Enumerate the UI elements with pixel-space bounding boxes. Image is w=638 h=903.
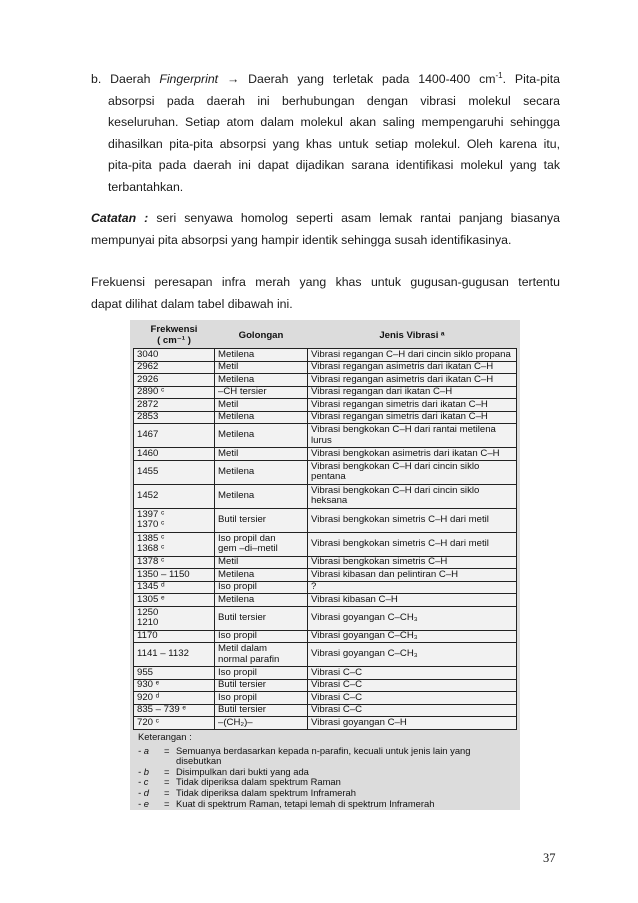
body-line: pita-pita pada daerah ini dapat dijadikan sarana identifikasi molekul yang tak: [108, 158, 560, 173]
cell-group: [215, 606, 308, 630]
cell-frequency-text: 1350 – 1150: [137, 568, 190, 580]
cell-vibration: [308, 411, 517, 424]
cell-group-text: Metilena: [218, 593, 255, 605]
table-row: [134, 508, 517, 532]
cell-group: [215, 717, 308, 730]
cell-frequency: [134, 704, 215, 717]
cell-group: [215, 556, 308, 569]
cell-frequency-text: 920 ᵈ: [137, 691, 160, 703]
cell-group-text: normal parafin: [218, 653, 280, 665]
cell-group: [215, 532, 308, 556]
cell-group-text: Iso propil: [218, 630, 257, 642]
legend-key: - a: [138, 744, 149, 756]
cell-vibration-text: Vibrasi regangan dari ikatan C–H: [311, 386, 453, 398]
cell-frequency: [134, 606, 215, 630]
table-row: [134, 460, 517, 484]
table-row: [134, 448, 517, 461]
cell-group-text: –CH tersier: [218, 386, 267, 398]
table-row: [134, 569, 517, 582]
cell-vibration-text: Vibrasi bengkokan C–H dari cincin siklo: [311, 484, 480, 496]
vibration-table-figure: [130, 320, 520, 810]
cell-group: [215, 374, 308, 387]
cell-vibration-text: Vibrasi C–C: [311, 679, 363, 691]
cell-group: [215, 399, 308, 412]
table-row: [134, 424, 517, 448]
cell-group: [215, 424, 308, 448]
cell-vibration-text: Vibrasi goyangan C–CH₃: [311, 630, 418, 642]
cell-vibration-text: Vibrasi regangan simetris dari ikatan C–H: [311, 411, 488, 423]
cell-group-text: Butil tersier: [218, 611, 266, 623]
legend-equals: =: [164, 744, 170, 756]
cell-frequency-text: 930 ᵉ: [137, 679, 160, 691]
cell-frequency: [134, 361, 215, 374]
cell-vibration-text: Vibrasi C–C: [311, 691, 363, 703]
cell-frequency-text: 2853: [137, 411, 159, 423]
cell-group-text: Metilena: [218, 373, 255, 385]
cell-group-text: Iso propil dan: [218, 532, 276, 544]
legend-key: - b: [138, 765, 149, 777]
table-row: [134, 667, 517, 680]
header-frequency-label: Frekwensi: [150, 324, 198, 335]
cell-vibration-text: heksana: [311, 495, 348, 506]
legend-text: Tidak diperiksa dalam spektrum Inframerah: [176, 786, 356, 798]
cell-group: [215, 460, 308, 484]
body-line: keseluruhan. Setiap atom dalam molekul akan saling mempengaruhi sehingga: [108, 115, 560, 130]
cell-vibration-text: Vibrasi regangan C–H dari cincin siklo propana: [311, 348, 511, 360]
note-line: [91, 208, 560, 230]
cell-frequency: [134, 717, 215, 730]
cell-frequency-text: 1452: [137, 489, 159, 501]
table-row: [134, 630, 517, 643]
cell-frequency-text: 1455: [137, 465, 159, 477]
note-text: seri senyawa homolog seperti asam lemak rantai panjang biasanya: [148, 211, 560, 225]
legend-text: Tidak diperiksa dalam spektrum Raman: [176, 776, 341, 788]
table-row: [134, 374, 517, 387]
cell-frequency-text: 1378 ᶜ: [137, 556, 165, 568]
cell-frequency-text: 1345 ᵈ: [137, 581, 165, 593]
cell-vibration-text: Vibrasi bengkokan simetris C–H: [311, 556, 448, 568]
cell-frequency-text: 2872: [137, 398, 159, 410]
cell-frequency: [134, 374, 215, 387]
legend-item: [138, 799, 514, 810]
legend-title: Keterangan :: [138, 731, 192, 742]
cell-vibration: [308, 399, 517, 412]
table-row: [134, 606, 517, 630]
cell-frequency-text: 1385 ᶜ: [137, 532, 165, 544]
cell-group: [215, 667, 308, 680]
cell-frequency: [134, 581, 215, 594]
cell-vibration: [308, 386, 517, 399]
legend-text: Disimpulkan dari bukti yang ada: [176, 765, 309, 777]
cell-vibration-text: Vibrasi regangan asimetris dari ikatan C–H: [311, 361, 494, 373]
cell-vibration: [308, 532, 517, 556]
cell-vibration-text: Vibrasi goyangan C–CH₃: [311, 611, 418, 623]
cell-group: [215, 594, 308, 607]
cell-frequency-text: 1460: [137, 447, 159, 459]
table-row: [134, 556, 517, 569]
cell-frequency: [134, 349, 215, 362]
cell-frequency: [134, 569, 215, 582]
cell-group-text: Iso propil: [218, 691, 257, 703]
legend-equals: =: [164, 786, 170, 798]
cell-group-text: Butil tersier: [218, 704, 266, 716]
header-frequency-unit: ( cm⁻¹ ): [157, 335, 191, 346]
table-row: [134, 399, 517, 412]
cell-vibration: [308, 361, 517, 374]
cell-frequency: [134, 508, 215, 532]
table-row: [134, 692, 517, 705]
cell-frequency-text: 955: [137, 666, 154, 678]
cell-frequency-text: 1467: [137, 429, 159, 441]
lead-text-end: . Pita-pita: [502, 72, 560, 86]
cell-vibration-text: Vibrasi bengkokan simetris C–H dari metil: [311, 513, 489, 525]
term-fingerprint: Fingerprint: [159, 72, 219, 86]
cell-frequency: [134, 643, 215, 667]
cell-vibration: [308, 594, 517, 607]
paragraph-fingerprint-first-line: [91, 69, 560, 91]
cell-vibration: [308, 569, 517, 582]
cell-vibration: [308, 606, 517, 630]
cell-group-text: Iso propil: [218, 666, 257, 678]
legend-key: - e: [138, 797, 149, 809]
cell-frequency: [134, 448, 215, 461]
cell-vibration: [308, 374, 517, 387]
cell-vibration: [308, 581, 517, 594]
table-row: [134, 704, 517, 717]
cell-group-text: Metil: [218, 447, 239, 459]
cell-group: [215, 361, 308, 374]
table-row: [134, 349, 517, 362]
note-line: mempunyai pita absorpsi yang hampir identik sehingga susah identifikasinya.: [91, 232, 512, 247]
table-row: [134, 532, 517, 556]
cell-frequency-text: 720 ᶜ: [137, 716, 160, 728]
legend-key: - d: [138, 786, 149, 798]
cell-frequency: [134, 667, 215, 680]
cell-group-text: Iso propil: [218, 581, 257, 593]
cell-vibration-text: Vibrasi goyangan C–H: [311, 716, 407, 728]
page-number: 37: [543, 851, 556, 865]
cell-group: [215, 386, 308, 399]
cell-vibration: [308, 679, 517, 692]
table-body: [134, 349, 517, 730]
table-row: [134, 717, 517, 730]
table-legend: [138, 732, 514, 809]
table-row: [134, 361, 517, 374]
frequency-line: Frekuensi peresapan infra merah yang khas untuk gugusan-gugusan tertentu: [91, 275, 560, 289]
cell-vibration-text: ?: [311, 581, 317, 593]
cell-vibration: [308, 717, 517, 730]
cell-group: [215, 484, 308, 508]
cell-frequency: [134, 484, 215, 508]
cell-group-text: Butil tersier: [218, 513, 266, 525]
cell-group: [215, 704, 308, 717]
vibration-table: [133, 322, 517, 730]
legend-text-continued: disebutkan: [176, 755, 222, 767]
cell-vibration: [308, 460, 517, 484]
cell-group: [215, 508, 308, 532]
cell-group-text: Metil: [218, 361, 239, 373]
legend-item: [138, 788, 514, 799]
table-row: [134, 581, 517, 594]
cell-group: [215, 679, 308, 692]
cell-frequency: [134, 594, 215, 607]
cell-vibration: [308, 704, 517, 717]
body-line: terbantahkan.: [108, 179, 184, 194]
cell-frequency: [134, 399, 215, 412]
cell-frequency-text: 1370 ᶜ: [137, 519, 165, 530]
cell-frequency-text: 1250: [137, 606, 159, 618]
cell-frequency-text: 1397 ᶜ: [137, 508, 165, 520]
cell-group-text: Metil dalam: [218, 643, 268, 655]
cell-group: [215, 411, 308, 424]
cell-vibration: [308, 556, 517, 569]
cell-group-text: Metilena: [218, 429, 255, 441]
cell-vibration-text: Vibrasi bengkokan C–H dari cincin siklo: [311, 460, 480, 472]
cell-vibration-text: lurus: [311, 434, 332, 446]
cell-frequency: [134, 630, 215, 643]
cell-group: [215, 569, 308, 582]
note-label: Catatan :: [91, 211, 149, 225]
cell-frequency: [134, 411, 215, 424]
cell-vibration-text: Vibrasi bengkokan asimetris dari ikatan C–H: [311, 447, 500, 459]
cell-group-text: Metilena: [218, 489, 255, 501]
cell-vibration: [308, 448, 517, 461]
cell-frequency-text: 1170: [137, 630, 158, 642]
cell-vibration: [308, 424, 517, 448]
cell-vibration: [308, 630, 517, 643]
cell-group: [215, 692, 308, 705]
cell-vibration: [308, 643, 517, 667]
cell-frequency-text: 2926: [137, 373, 159, 385]
cell-vibration-text: pentana: [311, 471, 346, 482]
cell-vibration: [308, 692, 517, 705]
cell-vibration-text: Vibrasi kibasan dan pelintiran C–H: [311, 568, 459, 580]
cell-vibration: [308, 667, 517, 680]
header-group: Golongan: [215, 322, 308, 349]
cell-group-text: Metilena: [218, 411, 255, 423]
cell-group-text: gem –di–metil: [218, 543, 278, 554]
cell-vibration-text: Vibrasi bengkokan simetris C–H dari metil: [311, 537, 489, 549]
cell-vibration-text: Vibrasi regangan asimetris dari ikatan C–H: [311, 373, 494, 385]
cell-frequency-text: 1368 ᶜ: [137, 543, 165, 554]
cell-frequency: [134, 386, 215, 399]
lead-text: Daerah yang terletak pada 1400-400 cm: [248, 72, 496, 86]
cell-group-text: Metilena: [218, 465, 255, 477]
paragraph-fingerprint: [91, 69, 560, 199]
list-marker-text: b. Daerah: [91, 72, 160, 86]
note-paragraph: [91, 208, 560, 251]
unit-superscript: -1: [495, 70, 503, 80]
cell-frequency-text: 1141 – 1132: [137, 648, 189, 660]
cell-group-text: Metilena: [218, 348, 255, 360]
cell-frequency: [134, 532, 215, 556]
cell-vibration-text: Vibrasi goyangan C–CH₃: [311, 648, 418, 660]
cell-vibration-text: Vibrasi C–C: [311, 666, 363, 678]
cell-group: [215, 349, 308, 362]
cell-vibration-text: Vibrasi kibasan C–H: [311, 593, 398, 605]
cell-frequency-text: 1305 ᵉ: [137, 593, 165, 605]
cell-frequency-text: 3040: [137, 348, 159, 360]
table-header-row: [134, 322, 517, 349]
legend-equals: =: [164, 797, 170, 809]
cell-vibration: [308, 349, 517, 362]
cell-group: [215, 630, 308, 643]
cell-frequency-text: 1210: [137, 617, 159, 628]
legend-text: Semuanya berdasarkan kepada n-parafin, kecuali untuk jenis lain yang: [176, 744, 471, 756]
cell-group-text: Metil: [218, 556, 239, 568]
table-row: [134, 386, 517, 399]
cell-vibration-text: Vibrasi regangan simetris dari ikatan C–H: [311, 398, 488, 410]
cell-frequency-text: 2962: [137, 361, 159, 373]
cell-vibration: [308, 508, 517, 532]
cell-frequency: [134, 556, 215, 569]
cell-frequency: [134, 679, 215, 692]
cell-group-text: –(CH₂)–: [218, 716, 253, 728]
table-row: [134, 679, 517, 692]
table-row: [134, 643, 517, 667]
table-row: [134, 484, 517, 508]
cell-frequency: [134, 692, 215, 705]
frequency-paragraph: [91, 272, 560, 315]
legend-key: - c: [138, 776, 149, 788]
header-frequency: [134, 322, 215, 349]
legend-text: Kuat di spektrum Raman, tetapi lemah di spektrum Inframerah: [176, 797, 435, 809]
cell-group-text: Metil: [218, 398, 239, 410]
cell-group-text: Butil tersier: [218, 679, 266, 691]
header-vibration-type: Jenis Vibrasi ᵃ: [308, 322, 517, 349]
legend-equals: =: [164, 765, 170, 777]
legend-list: [138, 746, 514, 810]
cell-group-text: Metilena: [218, 568, 255, 580]
cell-group: [215, 581, 308, 594]
legend-equals: =: [164, 776, 170, 788]
cell-frequency-text: 835 – 739 ᵉ: [137, 704, 186, 716]
cell-frequency: [134, 460, 215, 484]
cell-frequency: [134, 424, 215, 448]
arrow-icon: →: [218, 72, 249, 86]
body-line: dihasilkan pita-pita absorpsi yang khas untuk setiap molekul. Oleh karena itu,: [108, 136, 560, 151]
cell-frequency-text: 2890 ᶜ: [137, 386, 165, 398]
body-line: absorpsi pada daerah ini berhubungan dengan vibrasi molekul secara: [108, 93, 560, 108]
table-row: [134, 594, 517, 607]
paragraph-fingerprint-body: [91, 91, 560, 199]
cell-group: [215, 643, 308, 667]
table-row: [134, 411, 517, 424]
frequency-line: dapat dilihat dalam tabel dibawah ini.: [91, 296, 293, 311]
cell-vibration-text: Vibrasi C–C: [311, 704, 363, 716]
cell-vibration-text: Vibrasi bengkokan C–H dari rantai metilena: [311, 424, 496, 436]
cell-vibration: [308, 484, 517, 508]
cell-group: [215, 448, 308, 461]
